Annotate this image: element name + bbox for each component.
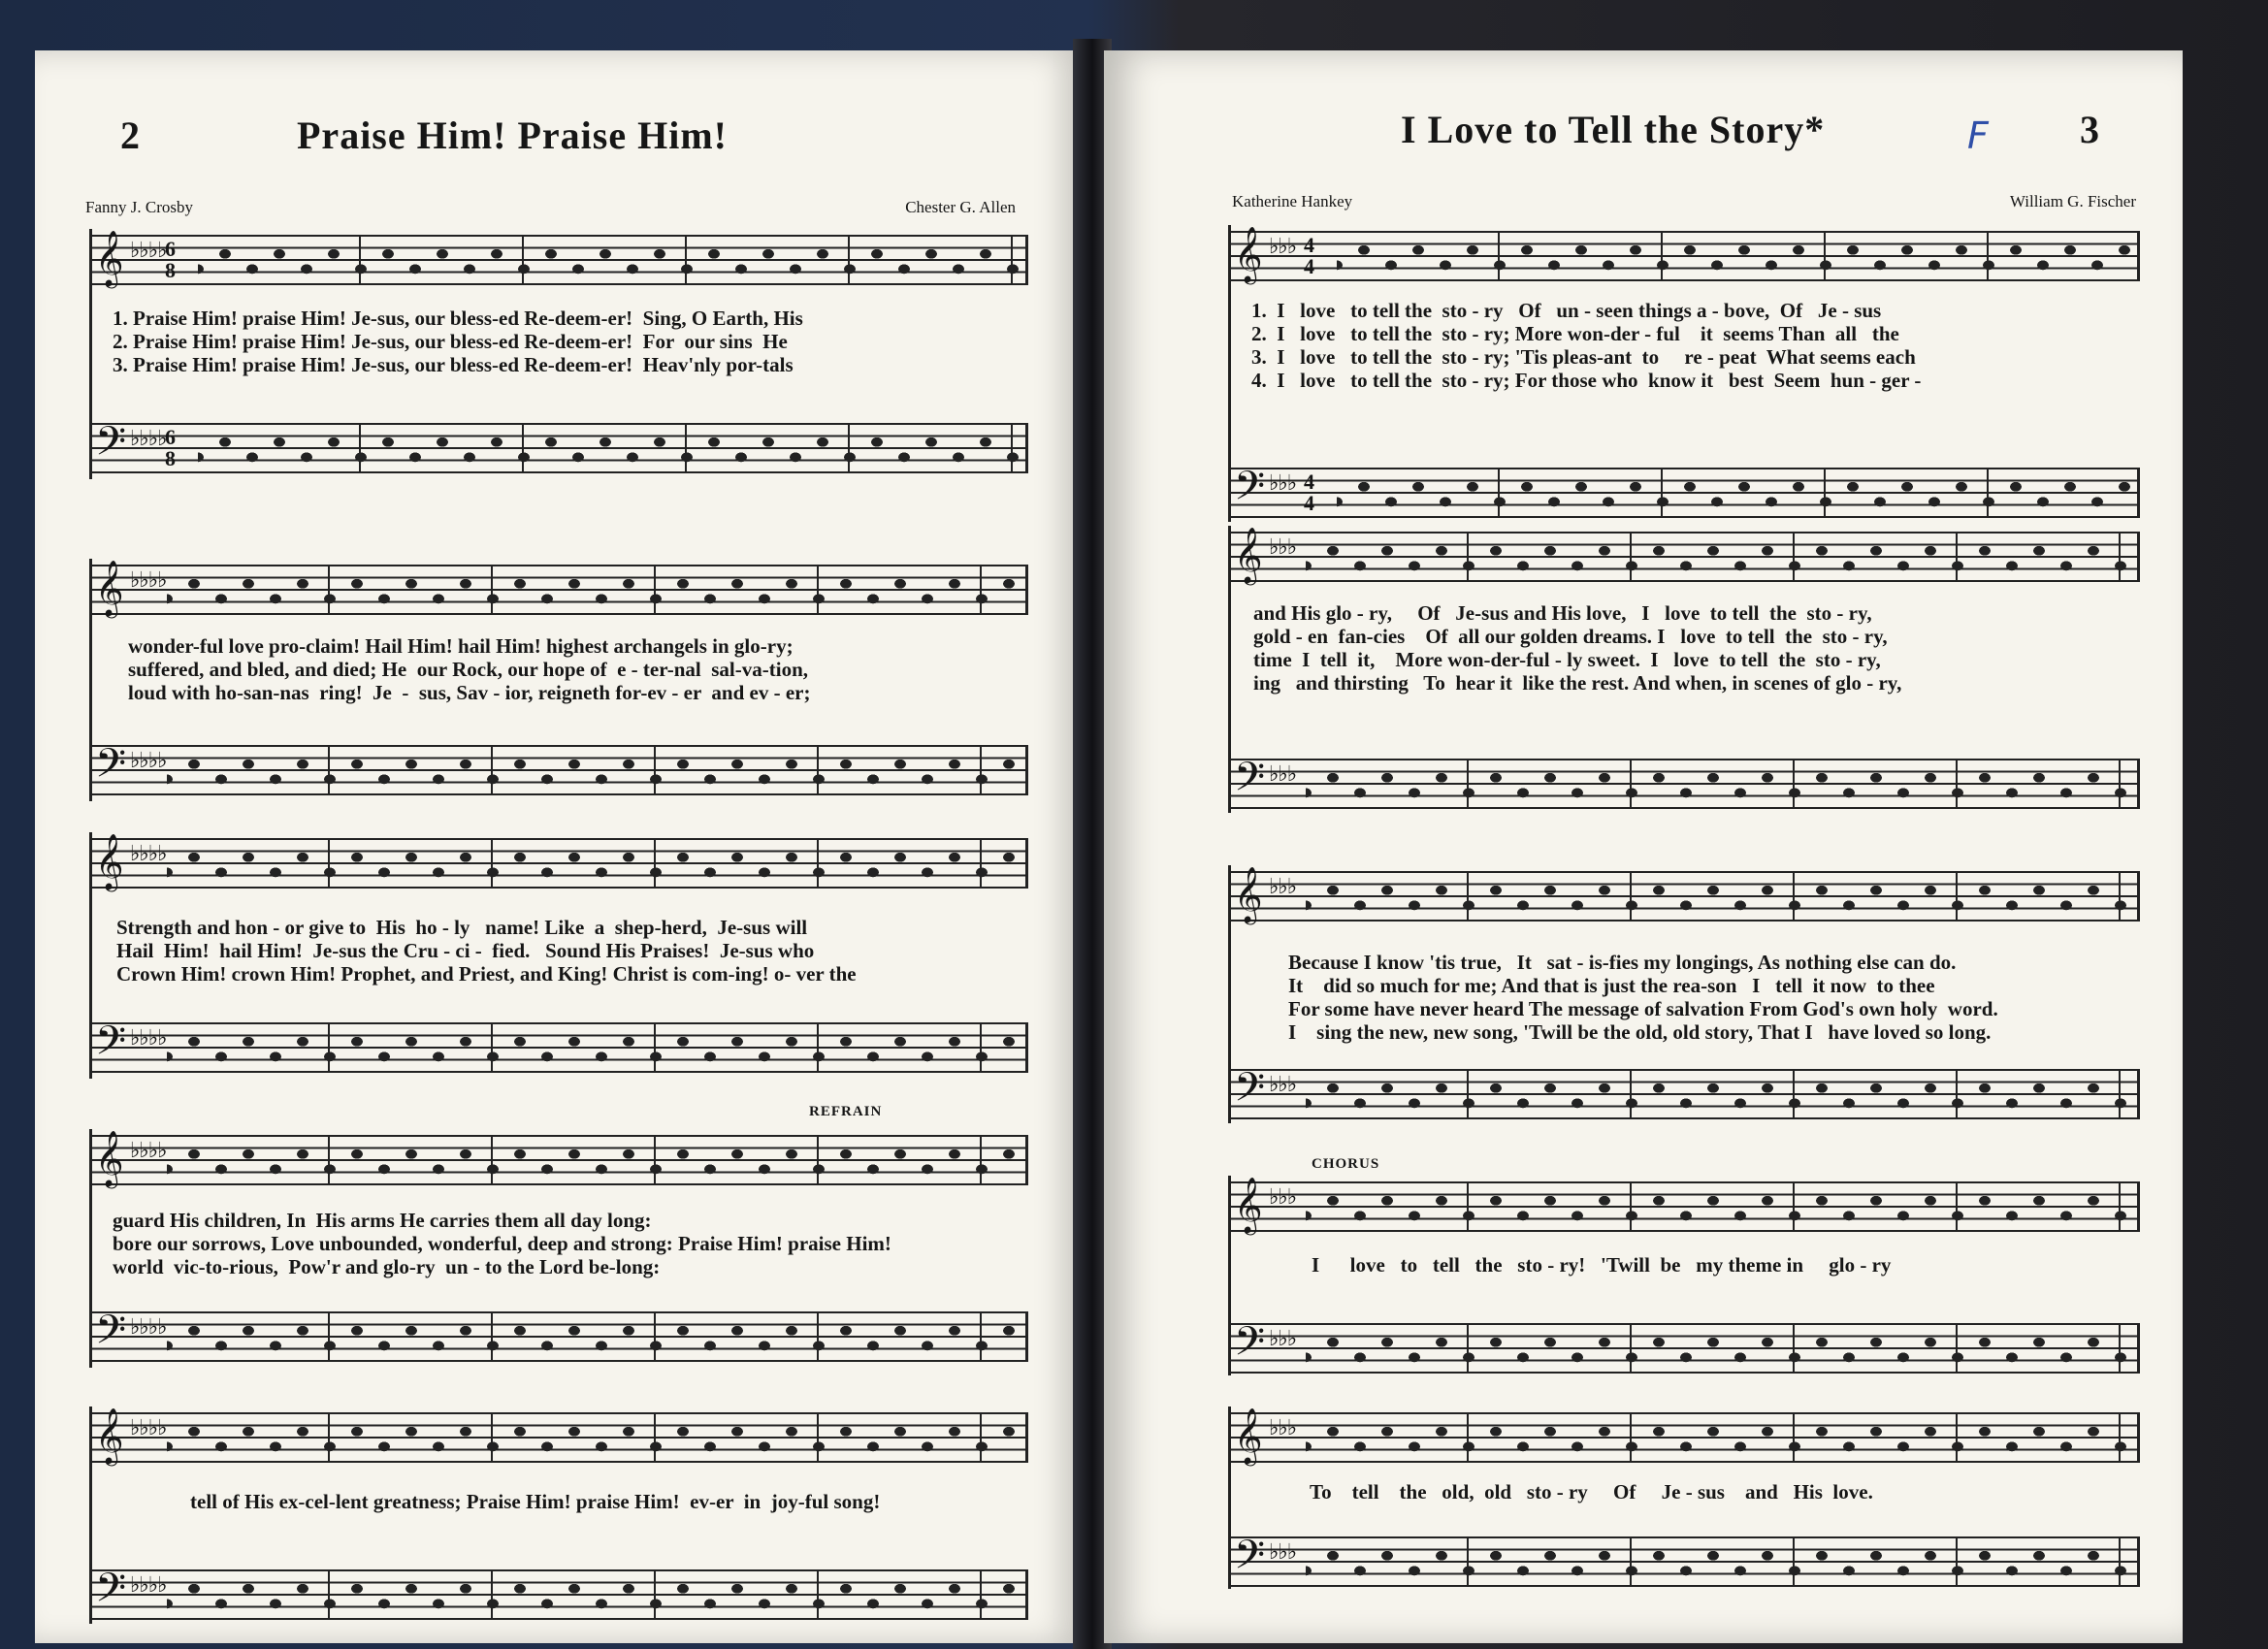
note-row: [198, 235, 1022, 285]
lyric-line: world vic-to-rious, Pow'r and glo-ry un - to the Lord be-long:: [113, 1255, 661, 1278]
bass-clef-icon: 𝄢: [1234, 1064, 1266, 1120]
bass-staff: [1228, 1318, 2140, 1374]
lyric-line: 2. Praise Him! praise Him! Je-sus, our bless-ed Re-deem-er! For our sins He: [113, 330, 788, 353]
key-signature-icon: ♭♭♭♭: [130, 1416, 167, 1440]
time-signature: 4 4: [1304, 233, 1314, 278]
bass-clef-icon: 𝄢: [95, 418, 127, 474]
lyric-line: It did so much for me; And that is just the rea-son I tell it now to thee: [1288, 974, 1935, 997]
note-row: [1306, 1323, 2134, 1374]
hymn-title: I Love to Tell the Story*: [1401, 108, 1826, 151]
bass-staff: [1228, 1532, 2140, 1588]
note-row: [167, 1022, 1022, 1073]
right-page: [1104, 50, 2183, 1643]
bass-clef-icon: 𝄢: [1234, 754, 1266, 810]
treble-clef-icon: 𝄞: [1234, 527, 1263, 583]
hymn-title: Praise Him! Praise Him!: [297, 113, 728, 157]
key-signature-icon: ♭♭♭: [1269, 535, 1297, 560]
treble-clef-icon: 𝄞: [95, 1130, 124, 1186]
bass-clef-icon: 𝄢: [95, 1018, 127, 1074]
bass-staff: [89, 740, 1028, 796]
composer-credit: Chester G. Allen: [905, 198, 1016, 216]
lyric-line: loud with ho-san-nas ring! Je - sus, Sav - ior, reigneth for-ev - er and ev - er;: [128, 681, 811, 704]
bass-staff: [89, 1018, 1028, 1074]
treble-clef-icon: 𝄞: [95, 1407, 124, 1464]
key-signature-icon: ♭♭♭♭: [130, 1026, 167, 1051]
lyric-line: guard His children, In His arms He carries them all day long:: [113, 1209, 652, 1232]
key-signature-icon: ♭♭♭♭: [130, 1139, 167, 1163]
key-signature-icon: ♭♭♭♭: [130, 1315, 167, 1340]
note-row: [1306, 871, 2134, 922]
chorus-label: CHORUS: [1312, 1156, 1380, 1172]
bass-clef-icon: 𝄢: [95, 740, 127, 796]
treble-staff: [89, 560, 1028, 616]
lyric-line: Strength and hon - or give to His ho - ly name! Like a shep-herd, Je-sus will: [116, 916, 808, 939]
lyric-line: I sing the new, new song, 'Twill be the old, old story, That I have loved so long.: [1288, 1020, 1992, 1044]
page-number: 2: [120, 113, 140, 157]
lyric-line: To tell the old, old sto - ry Of Je - sus and His love.: [1310, 1480, 1873, 1504]
note-row: [1306, 532, 2134, 582]
treble-staff: [1228, 866, 2140, 922]
key-signature-icon: ♭♭♭♭: [130, 239, 167, 263]
bass-clef-icon: 𝄢: [1234, 463, 1266, 519]
note-row: [1306, 1536, 2134, 1587]
treble-staff: [89, 833, 1028, 889]
key-signature-icon: ♭♭♭: [1269, 1416, 1297, 1440]
key-signature-icon: ♭♭♭: [1269, 1327, 1297, 1351]
lyric-line: Hail Him! hail Him! Je-sus the Cru - ci - fied. Sound His Praises! Je-sus who: [116, 939, 815, 962]
note-row: [167, 565, 1022, 615]
key-signature-icon: ♭♭♭♭: [130, 749, 167, 773]
bass-staff: [89, 1565, 1028, 1621]
key-signature-icon: ♭♭♭: [1269, 1540, 1297, 1565]
treble-clef-icon: 𝄞: [95, 560, 124, 616]
page-number: 3: [2080, 108, 2099, 151]
time-signature: 6 8: [165, 237, 176, 282]
key-signature-icon: ♭♭♭: [1269, 471, 1297, 496]
lyric-line: tell of His ex-cel-lent greatness; Praise Him! praise Him! ev-er in joy-ful song!: [190, 1490, 881, 1513]
lyric-line: bore our sorrows, Love unbounded, wonderful, deep and strong: Praise Him! praise Him!: [113, 1232, 891, 1255]
key-signature-icon: ♭♭♭: [1269, 235, 1297, 259]
note-row: [1337, 231, 2134, 281]
note-row: [167, 1135, 1022, 1185]
bass-clef-icon: 𝄢: [95, 1565, 127, 1621]
bass-staff: [89, 1307, 1028, 1363]
lyric-line: Crown Him! crown Him! Prophet, and Priest, and King! Christ is com-ing! o- ver the: [116, 962, 857, 986]
key-signature-icon: ♭♭♭: [1269, 762, 1297, 787]
note-row: [167, 1569, 1022, 1620]
note-row: [167, 1311, 1022, 1362]
key-signature-icon: ♭♭♭♭: [130, 842, 167, 866]
key-signature-icon: ♭♭♭♭: [130, 427, 167, 451]
treble-clef-icon: 𝄞: [1234, 1407, 1263, 1464]
author-credit: Katherine Hankey: [1232, 192, 1353, 210]
author-credit: Fanny J. Crosby: [85, 198, 193, 216]
note-row: [198, 423, 1022, 473]
lyric-line: For some have never heard The message of salvation From God's own holy word.: [1288, 997, 1998, 1020]
lyric-line: Because I know 'tis true, It sat - is-fies my longings, As nothing else can do.: [1288, 951, 1957, 974]
treble-staff: [89, 230, 1028, 286]
treble-staff: [89, 1130, 1028, 1186]
lyric-line: time I tell it, More won-der-ful - ly sweet. I love to tell the sto - ry,: [1253, 648, 1881, 671]
bass-staff: [89, 418, 1028, 474]
lyric-line: I love to tell the sto - ry! 'Twill be my theme in glo - ry: [1312, 1253, 1892, 1277]
key-signature-icon: ♭♭♭♭: [130, 568, 167, 593]
bass-staff: [1228, 754, 2140, 810]
treble-staff: [1228, 527, 2140, 583]
treble-clef-icon: 𝄞: [95, 230, 124, 286]
bass-staff: [1228, 463, 2140, 519]
time-signature: 4 4: [1304, 469, 1314, 515]
note-row: [167, 1412, 1022, 1463]
bass-clef-icon: 𝄢: [1234, 1318, 1266, 1374]
title-footnote-mark: *: [1804, 108, 1826, 151]
handwritten-note: F: [1967, 114, 1989, 157]
lyric-line: wonder-ful love pro-claim! Hail Him! hail Him! highest archangels in glo-ry;: [128, 634, 794, 658]
treble-clef-icon: 𝄞: [1234, 866, 1263, 922]
note-row: [167, 838, 1022, 889]
note-row: [1306, 1412, 2134, 1463]
lyric-line: and His glo - ry, Of Je-sus and His love, I love to tell the sto - ry,: [1253, 601, 1872, 625]
lyric-line: 2. I love to tell the sto - ry; More won-der - ful it seems Than all the: [1251, 322, 1899, 345]
lyric-line: gold - en fan-cies Of all our golden dreams. I love to tell the sto - ry,: [1253, 625, 1888, 648]
note-row: [1337, 468, 2134, 518]
treble-clef-icon: 𝄞: [95, 833, 124, 889]
treble-clef-icon: 𝄞: [1234, 226, 1263, 282]
bass-clef-icon: 𝄢: [95, 1307, 127, 1363]
lyric-line: suffered, and bled, and died; He our Rock, our hope of e - ter-nal sal-va-tion,: [128, 658, 808, 681]
key-signature-icon: ♭♭♭: [1269, 1185, 1297, 1210]
note-row: [1306, 1069, 2134, 1119]
key-signature-icon: ♭♭♭: [1269, 875, 1297, 899]
treble-staff: [89, 1407, 1028, 1464]
note-row: [1306, 759, 2134, 809]
note-row: [1306, 1181, 2134, 1232]
treble-clef-icon: 𝄞: [1234, 1177, 1263, 1233]
lyric-line: 3. Praise Him! praise Him! Je-sus, our bless-ed Re-deem-er! Heav'nly por-tals: [113, 353, 794, 376]
lyric-line: 3. I love to tell the sto - ry; 'Tis pleas-ant to re - peat What seems each: [1251, 345, 1916, 369]
bass-staff: [1228, 1064, 2140, 1120]
treble-staff: [1228, 1177, 2140, 1233]
lyric-line: 1. Praise Him! praise Him! Je-sus, our bless-ed Re-deem-er! Sing, O Earth, His: [113, 307, 803, 330]
treble-staff: [1228, 226, 2140, 282]
lyric-line: 1. I love to tell the sto - ry Of un - seen things a - bove, Of Je - sus: [1251, 299, 1882, 322]
lyric-line: ing and thirsting To hear it like the rest. And when, in scenes of glo - ry,: [1253, 671, 1902, 695]
time-signature: 6 8: [165, 425, 176, 470]
bass-clef-icon: 𝄢: [1234, 1532, 1266, 1588]
composer-credit: William G. Fischer: [2009, 192, 2136, 210]
key-signature-icon: ♭♭♭♭: [130, 1573, 167, 1598]
treble-staff: [1228, 1407, 2140, 1464]
note-row: [167, 745, 1022, 795]
key-signature-icon: ♭♭♭: [1269, 1073, 1297, 1097]
left-page: [35, 50, 1080, 1643]
lyric-line: 4. I love to tell the sto - ry; For those who know it best Seem hun - ger -: [1251, 369, 1922, 392]
refrain-label: REFRAIN: [809, 1104, 883, 1119]
